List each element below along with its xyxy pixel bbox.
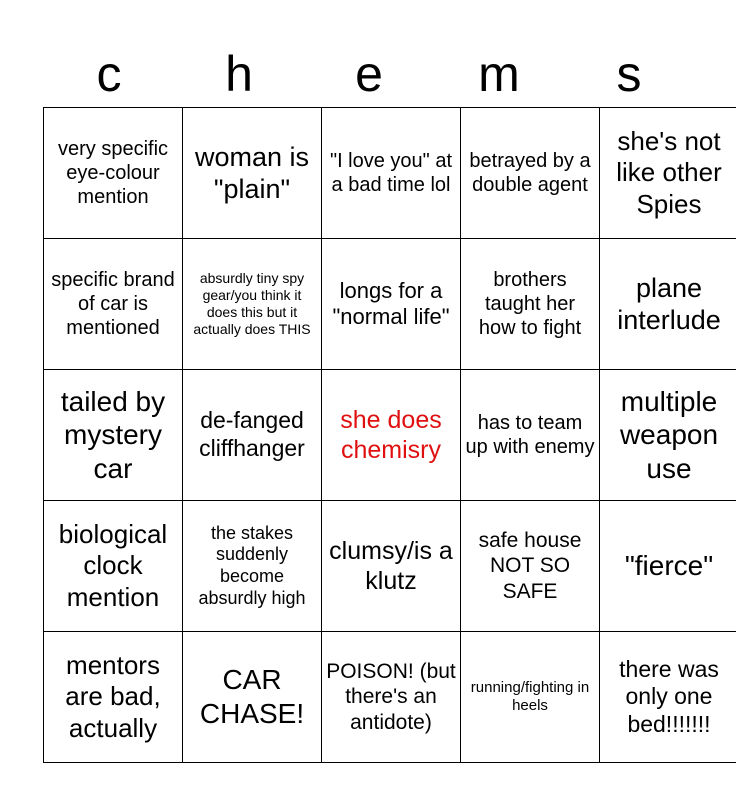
board-row — [44, 239, 736, 370]
bingo-board — [43, 107, 736, 763]
bingo-cell[interactable]: very specific eye-colour mention — [44, 108, 183, 239]
bingo-cell[interactable]: tailed by mystery car — [44, 370, 183, 501]
bingo-cell[interactable]: absurdly tiny spy gear/you think it does this but it actually does THIS — [183, 239, 322, 370]
bingo-cell[interactable]: CAR CHASE! — [183, 632, 322, 763]
bingo-cell[interactable]: she's not like other Spies — [600, 108, 736, 239]
bingo-cell[interactable]: mentors are bad, actually — [44, 632, 183, 763]
bingo-cell[interactable]: "fierce" — [600, 501, 736, 632]
title-letter: e — [355, 46, 383, 102]
bingo-title — [44, 40, 694, 108]
bingo-cell[interactable]: biological clock mention — [44, 501, 183, 632]
bingo-cell[interactable]: running/fighting in heels — [461, 632, 600, 763]
board-row — [44, 108, 736, 239]
title-letter: s — [616, 46, 642, 102]
bingo-cell[interactable]: POISON! (but there's an antidote) — [322, 632, 461, 763]
board-row — [44, 632, 736, 763]
bingo-cell[interactable]: has to team up with enemy — [461, 370, 600, 501]
bingo-cell[interactable]: safe house NOT SO SAFE — [461, 501, 600, 632]
bingo-cell[interactable]: "I love you" at a bad time lol — [322, 108, 461, 239]
board-row — [44, 370, 736, 501]
bingo-cell[interactable]: betrayed by a double agent — [461, 108, 600, 239]
bingo-cell[interactable]: longs for a "normal life" — [322, 239, 461, 370]
bingo-cell[interactable]: specific brand of car is mentioned — [44, 239, 183, 370]
bingo-cell[interactable]: multiple weapon use — [600, 370, 736, 501]
title-letter: c — [96, 46, 122, 102]
free-space-cell[interactable]: she does chemisry — [322, 370, 461, 501]
bingo-cell[interactable]: brothers taught her how to fight — [461, 239, 600, 370]
title-letter: h — [225, 46, 253, 102]
bingo-cell[interactable]: plane interlude — [600, 239, 736, 370]
board-row — [44, 501, 736, 632]
bingo-cell[interactable]: de-fanged cliffhanger — [183, 370, 322, 501]
bingo-cell[interactable]: clumsy/is a klutz — [322, 501, 461, 632]
title-letter: m — [478, 46, 520, 102]
bingo-cell[interactable]: woman is "plain" — [183, 108, 322, 239]
bingo-cell[interactable]: there was only one bed!!!!!!! — [600, 632, 736, 763]
bingo-cell[interactable]: the stakes suddenly become absurdly high — [183, 501, 322, 632]
